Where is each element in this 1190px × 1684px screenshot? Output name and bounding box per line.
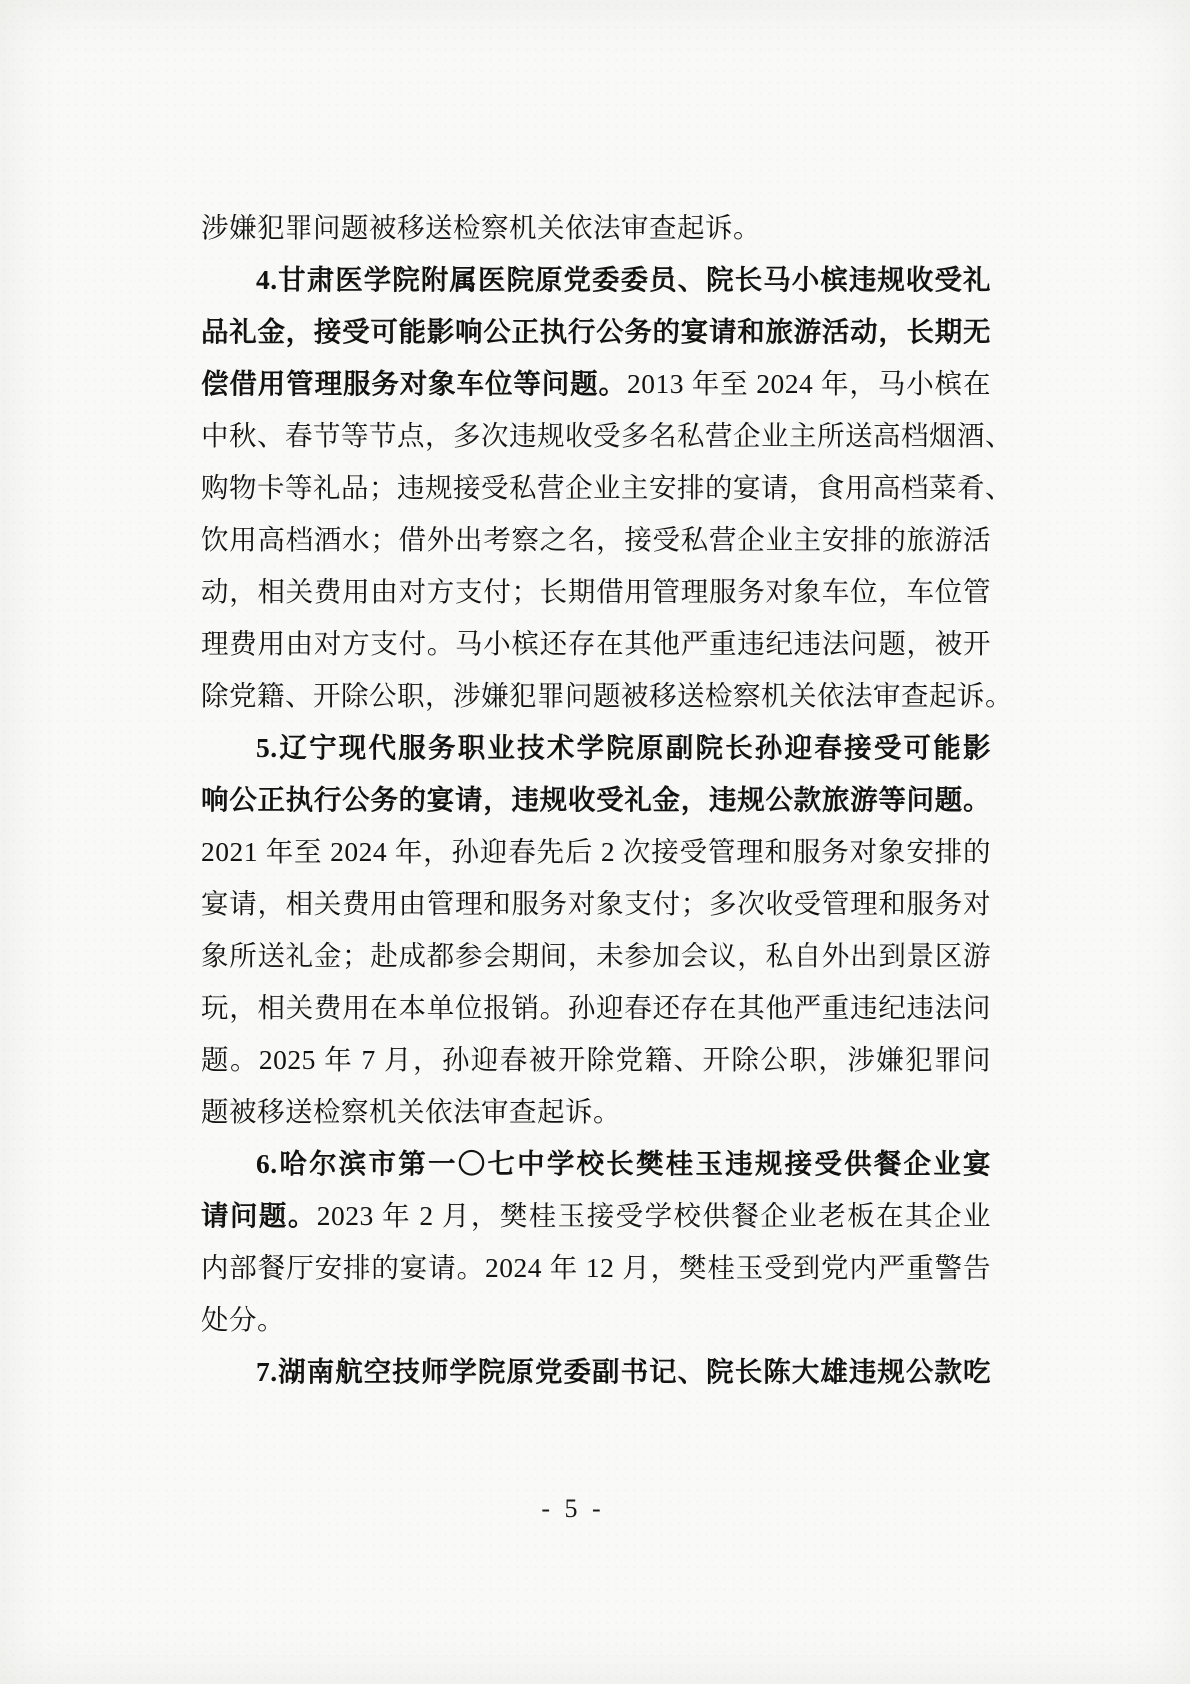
bold-text-run: 响公正执行公务的宴请，违规收受礼金，违规公款旅游等问题。 [201, 784, 991, 815]
bold-text-run: 4.甘肃医学院附属医院原党委委员、院长马小槟违规收受礼 [256, 264, 991, 295]
text-line [201, 1242, 991, 1294]
text-run: 内部餐厅安排的宴请。2024 年 12 月，樊桂玉受到党内严重警告 [201, 1252, 991, 1283]
text-run: 宴请，相关费用由管理和服务对象支付；多次收受管理和服务对 [201, 888, 991, 919]
page-number: - 5 - [541, 1494, 605, 1523]
text-line [201, 774, 991, 826]
text-run: 购物卡等礼品；违规接受私营企业主安排的宴请，食用高档菜肴、 [201, 472, 1013, 503]
bold-text-run: 5.辽宁现代服务职业技术学院原副院长孙迎春接受可能影 [256, 732, 991, 763]
text-run: 2021 年至 2024 年，孙迎春先后 2 次接受管理和服务对象安排的 [201, 836, 991, 867]
text-run: 2023 年 2 月，樊桂玉接受学校供餐企业老板在其企业 [316, 1200, 992, 1231]
text-run: 饮用高档酒水；借外出考察之名，接受私营企业主安排的旅游活 [201, 524, 991, 555]
text-line [201, 1346, 991, 1398]
bold-text-run: 7.湖南航空技师学院原党委副书记、院长陈大雄违规公款吃 [256, 1356, 991, 1387]
text-run: 2013 年至 2024 年，马小槟在 [626, 368, 992, 399]
text-line [201, 618, 991, 670]
text-run: 题。2025 年 7 月，孙迎春被开除党籍、开除公职，涉嫌犯罪问 [201, 1044, 991, 1075]
text-line [201, 1034, 991, 1086]
bold-text-run: 品礼金，接受可能影响公正执行公务的宴请和旅游活动，长期无 [201, 316, 991, 347]
bold-text-run: 偿借用管理服务对象车位等问题。 [201, 368, 627, 399]
text-line [201, 1294, 991, 1346]
text-line [201, 306, 991, 358]
text-line [201, 410, 1013, 462]
text-run: 涉嫌犯罪问题被移送检察机关依法审查起诉。 [201, 212, 761, 243]
text-line [201, 566, 991, 618]
text-line [201, 826, 991, 878]
text-run: 中秋、春节等节点，多次违规收受多名私营企业主所送高档烟酒、 [201, 420, 1013, 451]
text-line [201, 358, 991, 410]
text-run: 处分。 [201, 1304, 285, 1335]
text-line [201, 514, 991, 566]
text-line [201, 1138, 991, 1190]
text-line [201, 462, 1013, 514]
text-run: 动，相关费用由对方支付；长期借用管理服务对象车位，车位管 [201, 576, 991, 607]
text-line [201, 670, 1013, 722]
text-line [201, 982, 991, 1034]
text-run: 理费用由对方支付。马小槟还存在其他严重违纪违法问题，被开 [201, 628, 991, 659]
text-line [201, 202, 991, 254]
text-run: 除党籍、开除公职，涉嫌犯罪问题被移送检察机关依法审查起诉。 [201, 680, 1013, 711]
text-run: 题被移送检察机关依法审查起诉。 [201, 1096, 621, 1127]
bold-text-run: 请问题。 [201, 1200, 317, 1231]
text-line [201, 722, 991, 774]
text-line [201, 1190, 991, 1242]
text-line [201, 1086, 991, 1138]
bold-text-run: 6.哈尔滨市第一〇七中学校长樊桂玉违规接受供餐企业宴 [256, 1148, 991, 1179]
text-line [201, 878, 991, 930]
text-run: 玩，相关费用在本单位报销。孙迎春还存在其他严重违纪违法问 [201, 992, 991, 1023]
document-body [201, 202, 1013, 1398]
text-line [201, 254, 991, 306]
text-line [201, 930, 991, 982]
text-run: 象所送礼金；赴成都参会期间，未参加会议，私自外出到景区游 [201, 940, 991, 971]
